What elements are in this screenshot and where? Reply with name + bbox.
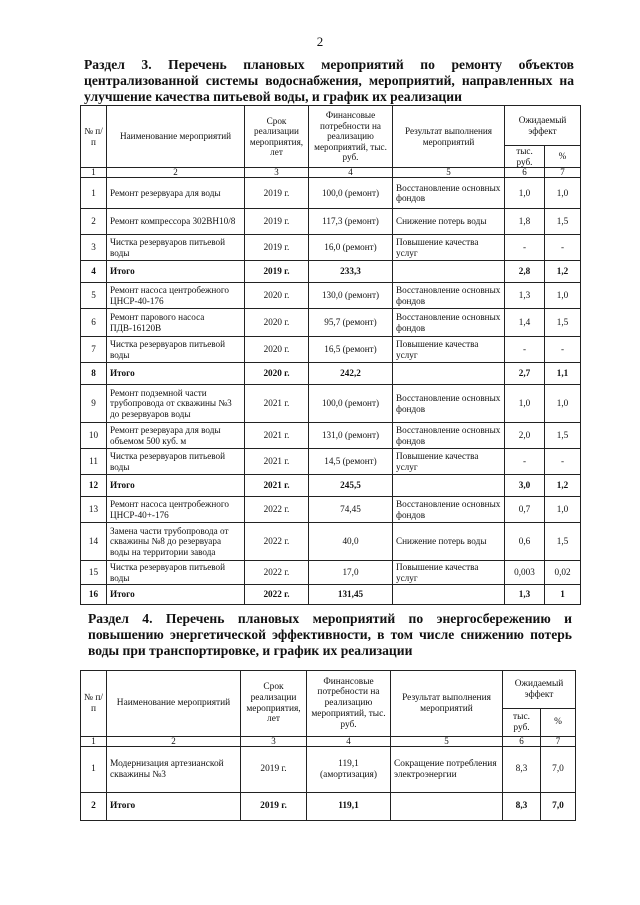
header-pct: % (541, 709, 576, 737)
row-number: 2 (81, 209, 107, 235)
row-number: 10 (81, 423, 107, 449)
row-number: 14 (81, 523, 107, 561)
row-name: Ремонт насоса центробежного ЦНСР-40+-176 (107, 497, 245, 523)
row-thous: 2,8 (505, 261, 545, 283)
row-number: 2 (81, 793, 107, 821)
row-result: Снижение потерь воды (393, 523, 505, 561)
row-term: 2021 г. (245, 475, 309, 497)
column-number: 5 (393, 168, 505, 178)
row-finance: 119,1 (амортизация) (307, 747, 391, 793)
row-thous: 1,0 (505, 385, 545, 423)
row-pct: 1,5 (545, 309, 581, 337)
row-number: 7 (81, 337, 107, 363)
row-pct: - (545, 337, 581, 363)
row-number: 3 (81, 235, 107, 261)
page-number: 2 (316, 34, 324, 49)
section-4-table (80, 670, 576, 821)
row-term: 2022 г. (245, 585, 309, 605)
row-term: 2022 г. (245, 523, 309, 561)
row-term: 2020 г. (245, 309, 309, 337)
row-term: 2022 г. (245, 497, 309, 523)
row-term: 2019 г. (245, 178, 309, 209)
row-pct: 1,0 (545, 385, 581, 423)
row-pct: 7,0 (541, 793, 576, 821)
total-row (81, 261, 581, 283)
row-term: 2019 г. (241, 747, 307, 793)
row-result: Повышение качества услуг (393, 449, 505, 475)
row-term: 2022 г. (245, 561, 309, 585)
row-thous: 1,8 (505, 209, 545, 235)
row-thous: 0,7 (505, 497, 545, 523)
header-finance: Финансовые потребности на реализацию мероприятий, тыс. руб. (307, 671, 391, 737)
row-finance: 100,0 (ремонт) (309, 385, 393, 423)
row-number: 15 (81, 561, 107, 585)
row-name: Ремонт подземной части трубопровода от скважины №3 до резервуаров воды (107, 385, 245, 423)
row-number: 1 (81, 178, 107, 209)
row-name: Чистка резервуаров питьевой воды (107, 449, 245, 475)
total-row (81, 793, 576, 821)
row-term: 2020 г. (245, 337, 309, 363)
table-row (81, 283, 581, 309)
table-row (81, 178, 581, 209)
row-pct: 1 (545, 585, 581, 605)
row-pct: - (545, 235, 581, 261)
row-term: 2021 г. (245, 385, 309, 423)
row-name: Ремонт насоса центробежного ЦНСР-40-176 (107, 283, 245, 309)
row-finance: 74,45 (309, 497, 393, 523)
row-result (393, 475, 505, 497)
row-number: 1 (81, 747, 107, 793)
row-number: 9 (81, 385, 107, 423)
column-number: 4 (309, 168, 393, 178)
column-number: 3 (245, 168, 309, 178)
row-term: 2019 г. (245, 235, 309, 261)
row-number: 5 (81, 283, 107, 309)
header-term: Срок реализации мероприятия, лет (245, 106, 309, 168)
row-name: Итого (107, 363, 245, 385)
row-pct: 1,0 (545, 497, 581, 523)
column-number: 6 (503, 737, 541, 747)
row-finance: 16,5 (ремонт) (309, 337, 393, 363)
row-result (393, 261, 505, 283)
section-4-title: Раздел 4. Перечень плановых мероприятий по энергосбережению и повышению энергетической эффективности, в том числе снижению потерь воды при транспортировке, и график их реализации (88, 611, 572, 658)
row-result: Повышение качества услуг (393, 235, 505, 261)
column-number: 5 (391, 737, 503, 747)
header-effect: Ожидаемый эффект (503, 671, 576, 709)
header-thous: тыс. руб. (503, 709, 541, 737)
row-name: Чистка резервуаров питьевой воды (107, 235, 245, 261)
table-row (81, 561, 581, 585)
row-thous: 1,3 (505, 283, 545, 309)
row-result (391, 793, 503, 821)
row-pct: - (545, 449, 581, 475)
table-row (81, 385, 581, 423)
row-thous: 3,0 (505, 475, 545, 497)
row-name: Ремонт компрессора 302ВН10/8 (107, 209, 245, 235)
row-finance: 119,1 (307, 793, 391, 821)
row-pct: 1,1 (545, 363, 581, 385)
row-term: 2019 г. (245, 261, 309, 283)
row-thous: 1,4 (505, 309, 545, 337)
column-number: 2 (107, 737, 241, 747)
row-thous: 8,3 (503, 793, 541, 821)
column-number: 2 (107, 168, 245, 178)
total-row (81, 363, 581, 385)
column-number: 3 (241, 737, 307, 747)
row-term: 2020 г. (245, 363, 309, 385)
column-number: 7 (541, 737, 576, 747)
row-name: Ремонт резервуара для воды объемом 500 куб. м (107, 423, 245, 449)
row-thous: - (505, 449, 545, 475)
table-row (81, 209, 581, 235)
row-result: Восстановление основных фондов (393, 385, 505, 423)
row-name: Модернизация артезианской скважины №3 (107, 747, 241, 793)
total-row (81, 585, 581, 605)
table-row (81, 423, 581, 449)
row-number: 13 (81, 497, 107, 523)
header-term: Срок реализации мероприятия, лет (241, 671, 307, 737)
header-result: Результат выполнения мероприятий (391, 671, 503, 737)
row-name: Чистка резервуаров питьевой воды (107, 337, 245, 363)
row-name: Итого (107, 475, 245, 497)
row-name: Замена части трубопровода от скважины №8 до резервуара воды на территории завода (107, 523, 245, 561)
row-finance: 245,5 (309, 475, 393, 497)
row-pct: 0,02 (545, 561, 581, 585)
row-finance: 16,0 (ремонт) (309, 235, 393, 261)
row-number: 8 (81, 363, 107, 385)
row-thous: - (505, 235, 545, 261)
row-pct: 1,0 (545, 178, 581, 209)
row-result: Восстановление основных фондов (393, 283, 505, 309)
table-row (81, 747, 576, 793)
row-term: 2019 г. (241, 793, 307, 821)
row-number: 16 (81, 585, 107, 605)
row-number: 6 (81, 309, 107, 337)
row-thous: 2,0 (505, 423, 545, 449)
row-result: Восстановление основных фондов (393, 178, 505, 209)
row-finance: 117,3 (ремонт) (309, 209, 393, 235)
row-number: 4 (81, 261, 107, 283)
row-result: Повышение качества услуг (393, 561, 505, 585)
column-number: 7 (545, 168, 581, 178)
column-number: 4 (307, 737, 391, 747)
row-pct: 1,5 (545, 523, 581, 561)
row-pct: 1,0 (545, 283, 581, 309)
row-finance: 40,0 (309, 523, 393, 561)
row-term: 2019 г. (245, 209, 309, 235)
table-row (81, 337, 581, 363)
column-number: 1 (81, 168, 107, 178)
table-row (81, 497, 581, 523)
table-row (81, 523, 581, 561)
row-result: Повышение качества услуг (393, 337, 505, 363)
header-name: Наименование мероприятий (107, 106, 245, 168)
row-pct: 1,5 (545, 423, 581, 449)
row-thous: 1,0 (505, 178, 545, 209)
row-thous: - (505, 337, 545, 363)
row-result: Восстановление основных фондов (393, 423, 505, 449)
table-row (81, 449, 581, 475)
row-result: Сокращение потребления электроэнергии (391, 747, 503, 793)
row-finance: 100,0 (ремонт) (309, 178, 393, 209)
row-result: Снижение потерь воды (393, 209, 505, 235)
column-number: 1 (81, 737, 107, 747)
header-num: № п/п (81, 671, 107, 737)
header-name: Наименование мероприятий (107, 671, 241, 737)
section-3-table (80, 105, 581, 605)
row-number: 12 (81, 475, 107, 497)
row-name: Итого (107, 261, 245, 283)
table-row (81, 309, 581, 337)
row-thous: 8,3 (503, 747, 541, 793)
header-num: № п/п (81, 106, 107, 168)
section-3-title: Раздел 3. Перечень плановых мероприятий по ремонту объектов централизованной системы водоснабжения, мероприятий, направленных на улучшение качества питьевой воды, и график их реализации (84, 57, 574, 104)
row-pct: 1,2 (545, 261, 581, 283)
header-finance: Финансовые потребности на реализацию мероприятий, тыс. руб. (309, 106, 393, 168)
row-term: 2021 г. (245, 449, 309, 475)
row-finance: 131,0 (ремонт) (309, 423, 393, 449)
total-row (81, 475, 581, 497)
table-row (81, 235, 581, 261)
row-result (393, 363, 505, 385)
row-result: Восстановление основных фондов (393, 309, 505, 337)
row-finance: 242,2 (309, 363, 393, 385)
header-result: Результат выполнения мероприятий (393, 106, 505, 168)
row-thous: 0,6 (505, 523, 545, 561)
row-finance: 17,0 (309, 561, 393, 585)
row-name: Итого (107, 793, 241, 821)
row-finance: 14,5 (ремонт) (309, 449, 393, 475)
row-term: 2021 г. (245, 423, 309, 449)
column-number: 6 (505, 168, 545, 178)
row-thous: 2,7 (505, 363, 545, 385)
header-effect: Ожидаемый эффект (505, 106, 581, 146)
row-name: Чистка резервуаров питьевой воды (107, 561, 245, 585)
row-pct: 1,5 (545, 209, 581, 235)
row-thous: 1,3 (505, 585, 545, 605)
row-finance: 130,0 (ремонт) (309, 283, 393, 309)
row-pct: 1,2 (545, 475, 581, 497)
row-name: Ремонт резервуара для воды (107, 178, 245, 209)
row-thous: 0,003 (505, 561, 545, 585)
row-finance: 233,3 (309, 261, 393, 283)
row-finance: 131,45 (309, 585, 393, 605)
row-term: 2020 г. (245, 283, 309, 309)
header-thous: тыс. руб. (505, 146, 545, 168)
row-number: 11 (81, 449, 107, 475)
row-name: Итого (107, 585, 245, 605)
row-pct: 7,0 (541, 747, 576, 793)
row-name: Ремонт парового насоса ПДВ-16120В (107, 309, 245, 337)
row-result (393, 585, 505, 605)
header-pct: % (545, 146, 581, 168)
row-finance: 95,7 (ремонт) (309, 309, 393, 337)
row-result: Восстановление основных фондов (393, 497, 505, 523)
